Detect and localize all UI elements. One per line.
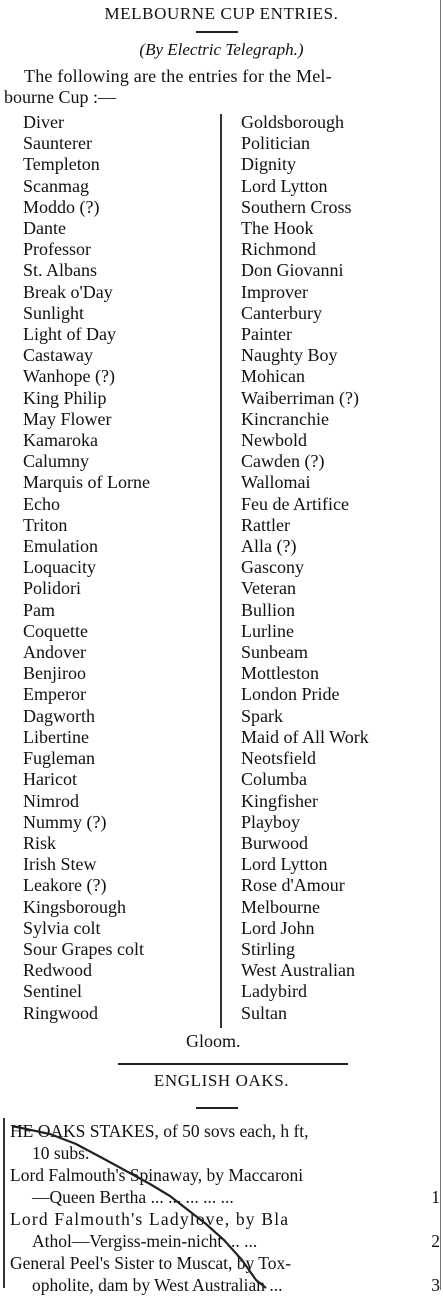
entry-name: Goldsborough: [241, 112, 344, 132]
entry-name: Don Giovanni: [241, 260, 344, 281]
oaks-line: General Peel's Sister to Muscat, by Tox-: [10, 1253, 292, 1273]
entry-name: Polidori: [23, 578, 82, 599]
entry-name: Naughty Boy: [241, 345, 338, 366]
entry-name: Libertine: [23, 726, 89, 747]
entry-name: Columba: [241, 769, 307, 790]
entries-trailer: Gloom.: [186, 1031, 241, 1051]
entry-name: Haricot: [23, 769, 77, 790]
entry-name: Redwood: [23, 960, 92, 981]
entry-name: Fugleman: [23, 748, 95, 769]
entry-name: Risk: [23, 832, 57, 853]
entry-name: Leakore (?): [23, 875, 107, 896]
entry-name: Marquis of Lorne: [23, 472, 150, 493]
paper-tear-mark: [10, 1120, 440, 1290]
entry-name: Gascony: [241, 557, 304, 578]
entry-name: Coquette: [23, 620, 88, 641]
placing-number: 2: [431, 1231, 440, 1251]
entry-name: Politician: [241, 133, 310, 154]
entry-name: Bullion: [241, 599, 296, 620]
entry-name: Nimrod: [23, 790, 79, 811]
byline: (By Electric Telegraph.): [139, 40, 304, 59]
entry-name: Irish Stew: [23, 854, 97, 875]
page-edge-line: [440, 0, 441, 1290]
entry-name: Dignity: [241, 154, 297, 175]
entry-name: Mohican: [241, 366, 305, 387]
entry-name: Feu de Artifice: [241, 493, 349, 514]
entry-name: Alla (?): [241, 536, 297, 557]
entry-name: Triton: [23, 514, 68, 535]
oaks-line-text: Athol—Vergiss-mein-nicht ... ...: [32, 1231, 258, 1251]
entry-name: Dante: [23, 218, 66, 239]
oaks-line: Lord Falmouth's Spinaway, by Maccaroni: [10, 1165, 304, 1185]
oaks-line-text: opholite, dam by West Australian ...: [32, 1275, 283, 1295]
entry-name: Break o'Day: [23, 281, 113, 302]
oaks-line-text: —Queen Bertha ... ... ... ... ...: [32, 1187, 234, 1207]
entry-name: Stirling: [241, 938, 296, 959]
entry-name: Sylvia colt: [23, 917, 101, 938]
oaks-line: Lord Falmouth's Ladylove, by Bla: [10, 1209, 290, 1229]
entry-name: Maid of All Work: [241, 726, 369, 747]
entry-name: Emulation: [23, 536, 98, 557]
entry-name: Nummy (?): [23, 811, 107, 832]
entry-name: Cawden (?): [241, 451, 325, 472]
entry-name: Light of Day: [23, 324, 116, 345]
entry-name: Ladybird: [241, 981, 307, 1002]
entry-name: King Philip: [23, 387, 107, 408]
entry-name: Saunterer: [23, 133, 92, 154]
entry-name: Sunlight: [23, 302, 85, 323]
entry-name: West Australian: [241, 960, 356, 981]
entry-name: Burwood: [241, 832, 308, 853]
entry-name: Lord Lytton: [241, 175, 328, 196]
entry-name: Andover: [23, 642, 86, 663]
entry-name: Dagworth: [23, 705, 95, 726]
entry-name: Kingfisher: [241, 790, 318, 811]
oaks-stakes-name: HE OAKS STAKES,: [10, 1121, 159, 1141]
entries-left-column: [23, 112, 219, 1024]
entry-name: Moddo (?): [23, 196, 100, 217]
entry-name: Calumny: [23, 451, 89, 472]
entry-name: Richmond: [241, 239, 316, 260]
entries-right-column: [241, 112, 439, 1024]
entry-name: Lurline: [241, 620, 294, 641]
oaks-stakes-terms: of 50 sovs each, h ft,: [163, 1121, 309, 1141]
section-rule: [118, 1063, 348, 1065]
entry-name: London Pride: [241, 684, 340, 705]
entry-name: Rose d'Amour: [241, 875, 345, 896]
clipping-left-edge: [3, 1118, 5, 1288]
entry-name: Lord John: [241, 917, 315, 938]
entry-name: Wanhope (?): [23, 366, 116, 387]
title-rule: [196, 31, 238, 33]
entry-name: Rattler: [241, 514, 290, 535]
entry-name: Improver: [241, 281, 308, 302]
entry-name: Spark: [241, 705, 283, 726]
placing-number: 1: [431, 1187, 440, 1207]
entry-name: Neotsfield: [241, 748, 316, 769]
entry-name: Sultan: [241, 1002, 288, 1023]
entry-name: Mottleston: [241, 663, 320, 684]
entry-name: May Flower: [23, 408, 112, 429]
article-title: MELBOURNE CUP ENTRIES.: [104, 4, 339, 23]
placing-number: 3: [431, 1275, 440, 1295]
intro-paragraph: [4, 66, 440, 108]
entry-name: Waiberriman (?): [241, 387, 359, 408]
entry-name: Painter: [241, 324, 292, 345]
entry-name: Newbold: [241, 430, 307, 451]
section-heading: ENGLISH OAKS.: [153, 1071, 290, 1090]
entry-name: Veteran: [241, 578, 296, 599]
entry-name: Sunbeam: [241, 642, 308, 663]
entry-name: Kincranchie: [241, 408, 329, 429]
entry-name: Emperor: [23, 684, 86, 705]
entry-name: Sentinel: [23, 981, 82, 1002]
entry-name: St. Albans: [23, 260, 98, 281]
entry-name: Benjiroo: [23, 663, 86, 684]
entry-name: Kamaroka: [23, 430, 98, 451]
entry-name: Pam: [23, 599, 56, 620]
entry-name: Castaway: [23, 345, 93, 366]
entry-name: Wallomai: [241, 472, 311, 493]
entry-name: Playboy: [241, 811, 301, 832]
intro-line-2: bourne Cup :—: [4, 87, 116, 107]
entry-name: Sour Grapes colt: [23, 938, 144, 959]
entry-name: The Hook: [241, 218, 314, 239]
entry-name: Lord Lytton: [241, 854, 328, 875]
entry-name: Canterbury: [241, 302, 322, 323]
entry-name: Kingsborough: [23, 896, 126, 917]
oaks-line: 10 subs.: [32, 1143, 90, 1163]
intro-line-1: The following are the entries for the Mel-: [24, 66, 332, 86]
entry-name: Echo: [23, 493, 60, 514]
entry-name: Melbourne: [241, 896, 320, 917]
entry-name: Diver: [23, 112, 64, 132]
entry-name: Professor: [23, 239, 91, 260]
entry-name: Ringwood: [23, 1002, 99, 1023]
section-heading-rule: [196, 1107, 238, 1109]
entry-name: Southern Cross: [241, 196, 352, 217]
column-divider: [220, 114, 222, 1028]
entry-name: Scanmag: [23, 175, 89, 196]
entry-name: Templeton: [23, 154, 100, 175]
entry-name: Loquacity: [23, 557, 96, 578]
